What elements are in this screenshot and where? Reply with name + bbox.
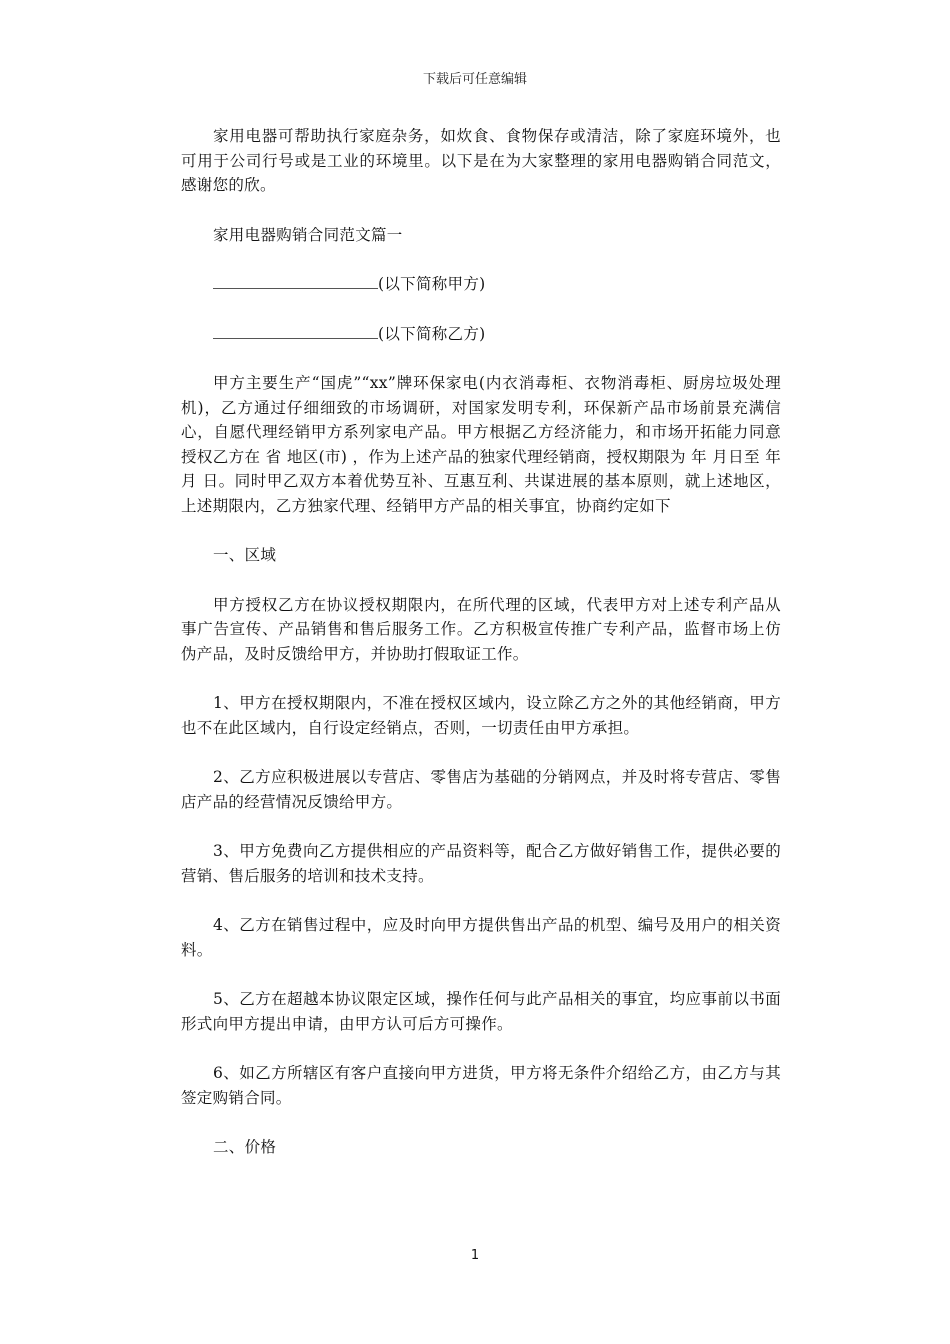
clause-item: 4、乙方在销售过程中，应及时向甲方提供售出产品的机型、编号及用户的相关资料。 [181,916,781,959]
clause-item: 5、乙方在超越本协议限定区域，操作任何与此产品相关的事宜，均应事前以书面形式向甲方提出申请，由甲方认可后方可操作。 [181,990,781,1033]
clause-item: 6、如乙方所辖区有客户直接向甲方进货，甲方将无条件介绍给乙方，由乙方与其签定购销合同。 [181,1064,781,1107]
page-number: 1 [470,1248,480,1263]
party-b-line [181,322,781,347]
party-b-label: (以下简称乙方) [378,324,486,343]
intro-paragraph: 家用电器可帮助执行家庭杂务，如炊食、食物保存或清洁，除了家庭环境外，也可用于公司行号或是工业的环境里。以下是在为大家整理的家用电器购销合同范文，感谢您的欣。 [181,127,781,194]
party-a-line [181,272,781,297]
clause-item: 1、甲方在授权期限内，不准在授权区域内，设立除乙方之外的其他经销商，甲方也不在此区域内，自行设定经销点，否则，一切责任由甲方承担。 [181,694,781,737]
document-body [181,124,781,1185]
section-region-body: 甲方授权乙方在协议授权期限内，在所代理的区域，代表甲方对上述专利产品从事广告宣传、产品销售和售后服务工作。乙方积极宣传推广专利产品，监督市场上仿伪产品，及时反馈给甲方，并协助打假取证工作。 [181,595,781,663]
preamble-paragraph: 甲方主要生产“国虎”“xx”牌环保家电(内衣消毒柜、衣物消毒柜、厨房垃圾处理机)，乙方通过仔细细致的市场调研，对国家发明专利，环保新产品市场前景充满信心，自愿代理经销甲方系列家电产品。甲方根据乙方经济能力，和市场开拓能力同意授权乙方在 省 地区(市) ，作为上述产品的独家代理经销商，授权期限为 年 月日至 年 月 日。同时甲乙双方本着优势互补、互惠互利、共谋进展的基本原则，就上述地区，上述期限内，乙方独家代理、经销甲方产品的相关事宜，协商约定如下 [181,374,781,515]
section-heading-price: 二、价格 [213,1138,277,1156]
party-a-blank [213,274,378,289]
party-b-blank [213,324,378,339]
section-heading-region: 一、区域 [213,546,277,564]
page-header: 下载后可任意编辑 [422,72,527,87]
clause-item: 3、甲方免费向乙方提供相应的产品资料等，配合乙方做好销售工作，提供必要的营销、售后服务的培训和技术支持。 [181,842,781,885]
party-a-label: (以下简称甲方) [378,275,486,293]
clause-item: 2、乙方应积极进展以专营店、零售店为基础的分销网点，并及时将专营店、零售店产品的经营情况反馈给甲方。 [181,768,781,811]
document-title: 家用电器购销合同范文篇一 [213,225,403,244]
